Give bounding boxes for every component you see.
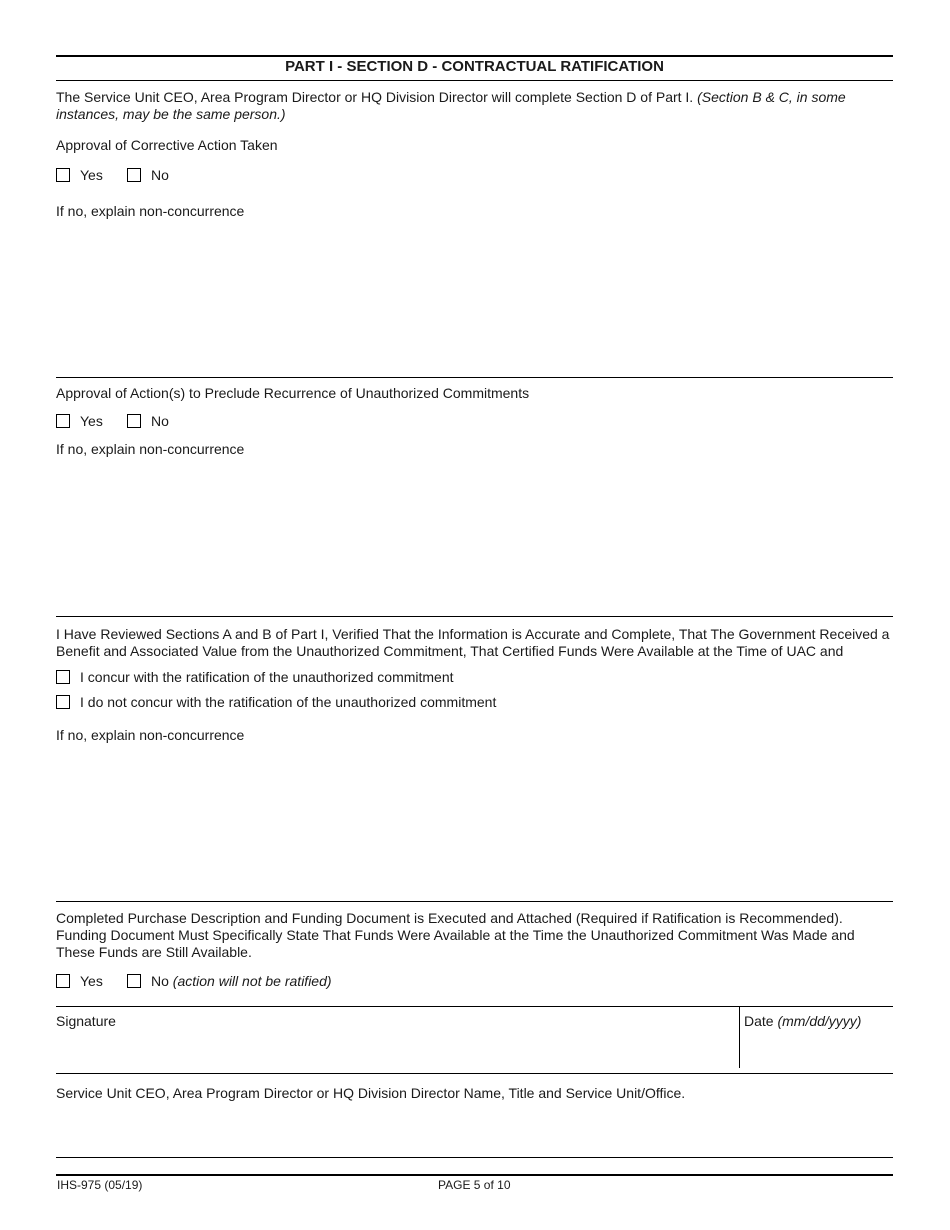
official-rule [56, 1157, 893, 1158]
purchase-yes-label: Yes [80, 973, 103, 989]
intro-text: The Service Unit CEO, Area Program Director or HQ Division Director will complete Section D of Part I. [56, 89, 694, 105]
preclude-yes-checkbox[interactable] [56, 414, 70, 428]
date-label-text: Date [744, 1013, 774, 1029]
review-explain-label: If no, explain non-concurrence [56, 727, 245, 743]
date-field[interactable] [744, 1030, 892, 1068]
concur-checkbox[interactable] [56, 670, 70, 684]
corrective-label: Approval of Corrective Action Taken [56, 137, 278, 153]
signature-divider [739, 1006, 740, 1068]
preclude-rule [56, 616, 893, 617]
page-number: PAGE 5 of 10 [438, 1178, 511, 1192]
footer-rule [56, 1174, 893, 1176]
purchase-rule [56, 1006, 893, 1007]
form-id: IHS-975 (05/19) [57, 1178, 143, 1192]
purchase-no-text: No [151, 973, 169, 989]
corrective-yes-label: Yes [80, 167, 103, 183]
official-field[interactable] [56, 1104, 893, 1154]
not-concur-label: I do not concur with the ratification of the unauthorized commitment [80, 694, 497, 710]
review-text: I Have Reviewed Sections A and B of Part I, Verified That the Information is Accurate and Complete, That The Government Received a Benefit and Associated Value from the Unauthorized Commitment, That Certified Funds Were Available at the Time of UAC and [56, 626, 890, 659]
not-concur-checkbox[interactable] [56, 695, 70, 709]
purchase-text: Completed Purchase Description and Funding Document is Executed and Attached (Required if Ratification is Recommended). Funding Document Must Specifically State That Funds Were Available at the Time the Unauthorized Commitment Was Made and These Funds are Still Available. [56, 910, 855, 960]
title-rule [56, 80, 893, 81]
date-label [744, 1013, 861, 1030]
corrective-explain-field[interactable] [56, 222, 893, 372]
corrective-yes-checkbox[interactable] [56, 168, 70, 182]
corrective-explain-label: If no, explain non-concurrence [56, 203, 245, 219]
signature-rule [56, 1073, 893, 1074]
intro-italic: (Section B & C, in some instances, may be the same person.) [56, 89, 846, 122]
purchase-no-italic: (action will not be ratified) [172, 973, 332, 989]
corrective-no-label: No [151, 167, 169, 183]
signature-label: Signature [56, 1013, 116, 1029]
signature-field[interactable] [56, 1030, 736, 1068]
concur-label: I concur with the ratification of the unauthorized commitment [80, 669, 454, 685]
review-explain-field[interactable] [56, 746, 893, 896]
preclude-yes-label: Yes [80, 413, 103, 429]
purchase-no-checkbox[interactable] [127, 974, 141, 988]
top-rule [56, 55, 893, 57]
corrective-rule [56, 377, 893, 378]
preclude-explain-label: If no, explain non-concurrence [56, 441, 245, 457]
purchase-no-label [151, 973, 332, 990]
preclude-no-label: No [151, 413, 169, 429]
official-label: Service Unit CEO, Area Program Director or HQ Division Director Name, Title and Service Unit/Office. [56, 1085, 686, 1101]
date-format: (mm/dd/yyyy) [777, 1013, 862, 1029]
preclude-label: Approval of Action(s) to Preclude Recurrence of Unauthorized Commitments [56, 385, 530, 401]
preclude-explain-field[interactable] [56, 460, 893, 610]
corrective-no-checkbox[interactable] [127, 168, 141, 182]
section-title: PART I - SECTION D - CONTRACTUAL RATIFICATION [285, 58, 664, 75]
purchase-yes-checkbox[interactable] [56, 974, 70, 988]
preclude-no-checkbox[interactable] [127, 414, 141, 428]
review-rule [56, 901, 893, 902]
section-intro [56, 89, 856, 123]
